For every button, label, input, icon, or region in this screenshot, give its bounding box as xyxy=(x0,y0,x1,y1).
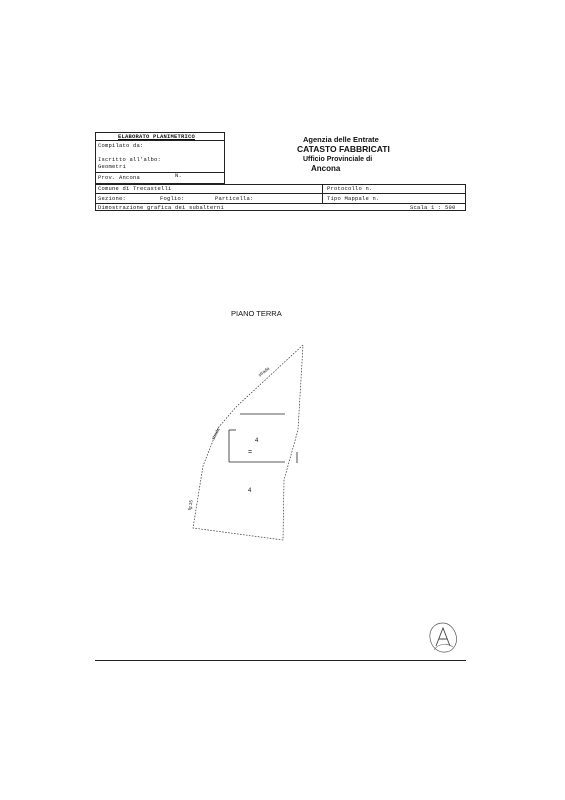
particella-label: Particella: xyxy=(215,195,254,202)
agency-name: Agenzia delle Entrate xyxy=(303,135,379,144)
foglio-label: Foglio: xyxy=(160,195,185,202)
catasto-title: CATASTO FABBRICATI xyxy=(297,144,390,154)
office-city: Ancona xyxy=(311,164,341,173)
side-label-low: fg.15 xyxy=(186,499,194,511)
tipo-mappale-label: Tipo Mappale n. xyxy=(327,195,380,202)
form-title: ELABORATO PLANIMETRICO xyxy=(118,133,196,140)
side-label-mid: strada xyxy=(210,427,221,441)
rappresentazione-label: Dimostrazione grafica dei subalterni xyxy=(98,204,225,211)
scala-value: Scala 1 : 500 xyxy=(410,204,456,211)
profession-value: Geometri xyxy=(98,163,127,170)
office-label: Ufficio Provinciale di xyxy=(303,156,373,163)
protocollo-label: Protocollo n. xyxy=(327,185,373,192)
province-value: Prov. Ancona xyxy=(98,174,141,181)
equals-mark: = xyxy=(248,449,253,456)
iscritto-albo-label: Iscritto all'albo: xyxy=(98,156,162,163)
sezione-label: Sezione: xyxy=(98,195,127,202)
footer-divider xyxy=(95,660,466,661)
sub-label-upper: 4 xyxy=(255,438,259,444)
number-label: N. xyxy=(175,172,183,179)
sub-label-lower: 4 xyxy=(248,488,252,494)
agency-seal-icon xyxy=(426,620,460,656)
compilato-da-label: Compilato da: xyxy=(98,142,144,149)
parcel-outline xyxy=(193,345,303,540)
floor-label: PIANO TERRA xyxy=(231,309,282,318)
comune-value: Comune di Trecastelli xyxy=(98,185,172,192)
side-label-top: strada xyxy=(257,365,271,378)
